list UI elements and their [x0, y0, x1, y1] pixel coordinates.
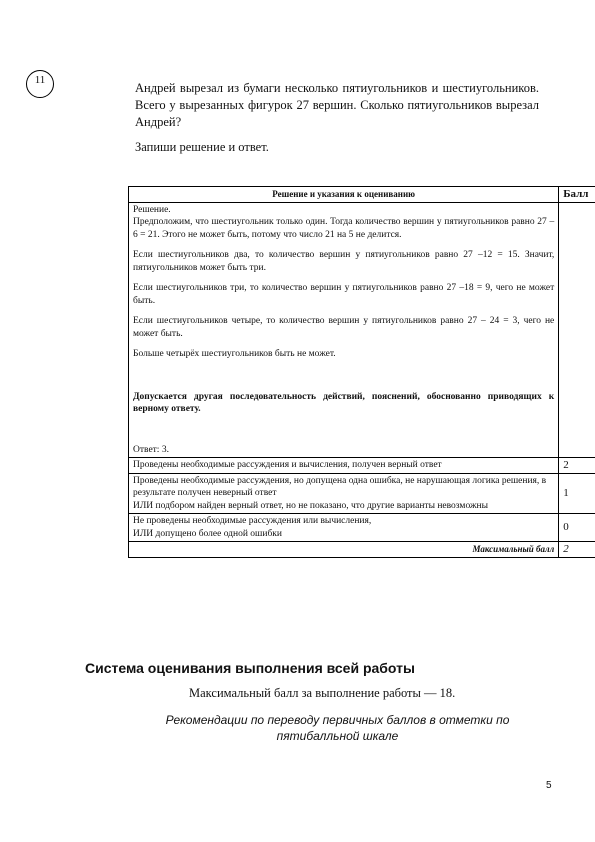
criteria-text: Не проведены необходимые рассуждения или вычисления, ИЛИ допущено более одной ошибки [129, 514, 559, 542]
criteria-text: Проведены необходимые рассуждения и вычисления, получен верный ответ [129, 458, 559, 474]
solution-paragraph: Если шестиугольников два, то количество вершин у пятиугольников равно 27 –12 = 15. Значит, пятиугольников может быть три. [133, 250, 555, 273]
criteria-text: Проведены необходимые рассуждения, но допущена одна ошибка, не нарушающая логика решения, в результате получен неверный ответ ИЛИ подбором найден верный ответ, но не показано, что другие варианты невозможны [129, 473, 559, 514]
solution-paragraph: Если шестиугольников три, то количество вершин у пятиугольников равно 27 –18 = 9, чего не может быть. [133, 283, 555, 306]
problem-text: Андрей вырезал из бумаги несколько пятиугольников и шестиугольников. Всего у вырезанных фигурок 27 вершин. Сколько пятиугольников вырезал Андрей? [135, 81, 539, 129]
criteria-score: 2 [559, 458, 595, 474]
header-score: Балл [559, 187, 595, 203]
grading-header-row [129, 187, 595, 203]
grading-table [128, 186, 595, 558]
header-solution: Решение и указания к оцениванию [129, 187, 559, 203]
note-text: Допускается другая последовательность действий, пояснений, обоснованно приводящих к верному ответу. [133, 391, 555, 414]
section-title: Система оценивания выполнения всей работы [85, 660, 415, 676]
task-number-badge: 11 [26, 70, 54, 98]
max-score-row [129, 542, 595, 558]
max-total-text: Максимальный балл за выполнение работы — 18. [189, 686, 456, 700]
solution-paragraph: Если шестиугольников четыре, то количество вершин у пятиугольников равно 27 – 24 = 3, чего не может быть. [133, 316, 555, 339]
instruction-text: Запиши решение и ответ. [135, 140, 269, 154]
max-score-value: 2 [559, 542, 595, 558]
criteria-score: 0 [559, 514, 595, 542]
criteria-row [129, 458, 595, 474]
solution-paragraph: Предположим, что шестиугольник только один. Тогда количество вершин у пятиугольников равно 27 – 6 = 21. Этого не может быть, потому что число 21 на 5 не делится. [133, 217, 555, 240]
max-score-label: Максимальный балл [129, 542, 559, 558]
recommendations-text: Рекомендации по переводу первичных баллов в отметки по пятибалльной шкале [165, 713, 510, 743]
solution-row [129, 202, 595, 458]
page-number: 5 [546, 780, 552, 791]
answer-text: Ответ: 3. [133, 444, 169, 455]
criteria-row [129, 514, 595, 542]
solution-score-cell [559, 202, 595, 458]
solution-label: Решение. [133, 204, 171, 215]
criteria-score: 1 [559, 473, 595, 514]
solution-paragraph: Больше четырёх шестиугольников быть не может. [133, 349, 336, 359]
criteria-row [129, 473, 595, 514]
solution-cell [129, 202, 559, 458]
